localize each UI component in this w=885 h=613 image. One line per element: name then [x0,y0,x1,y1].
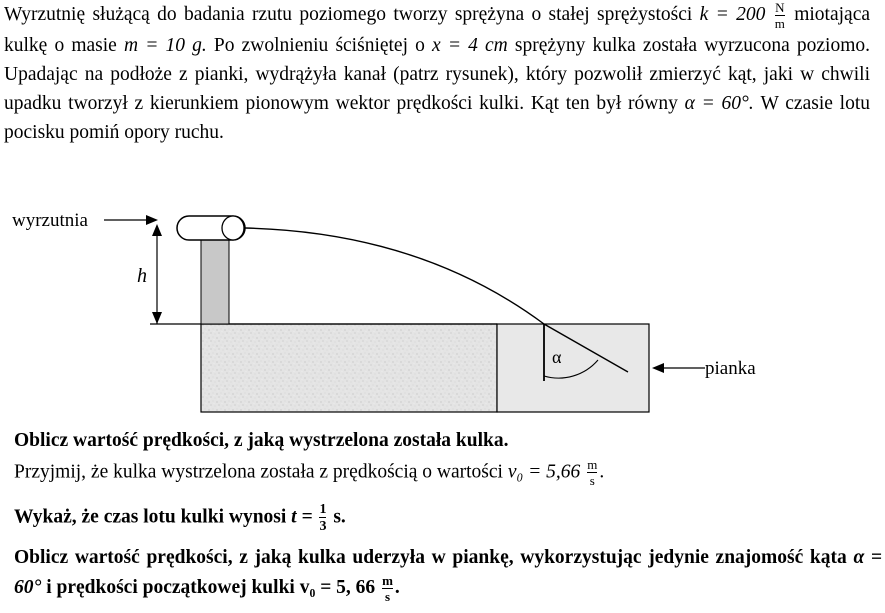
flight-time-fraction [319,502,326,534]
foam-block [497,324,649,412]
projectile-diagram [0,200,885,425]
unit-numerator: m [382,572,393,588]
problem-intro [4,0,870,147]
unit-denominator: s [382,588,393,604]
velocity-unit-bold [382,574,393,604]
spring-constant: k = 200 [699,4,766,25]
velocity-unit [587,458,597,488]
unit-denominator: m [774,15,785,31]
question-4: Oblicz wartość prędkości, z jaką kulka uderzyła w piankę, wykorzystując jedynie znajomość kąta α = 60° i prędkości początkowej kulki v₀ = 5, 66 $\frac{m}{s}$ . [14,547,882,604]
unit-denominator: s [587,472,597,488]
angle-label: α [552,347,562,367]
launcher-label: wyrzutnia [12,210,88,231]
impact-angle: α = 60°. [684,92,754,114]
launcher-post [201,239,229,324]
flight-time-unit: s. [333,506,346,528]
flight-time: t = [291,506,313,528]
spring-constant-unit [775,1,785,31]
ball-mass: m = 10 g. [123,34,207,56]
angle-value: α = 60° [14,547,882,598]
height-label: h [137,265,147,287]
question-3 [14,502,346,534]
question-3-text: Wykaż, że czas lotu kulki wynosi [14,506,287,528]
intro-line2-end: Po zwolnieniu ściśniętej o [213,34,425,56]
unit-numerator: m [587,457,598,472]
compression: x = 4 cm [432,34,508,56]
question-4-mid: i prędkości początkowej kulki [46,577,295,598]
foam-label: pianka [705,358,756,379]
question-2: Przyjmij, że kulka wystrzelona została z prędkością o wartości v₀ = 5,66 $\frac{m}{s}$ . [14,457,605,488]
intro-line3-end: W czasie lotu pocisku pomiń opory ruchu. [4,92,871,143]
intro-line2-tail: sprężyny [514,34,586,56]
fraction-numerator: 1 [319,502,327,517]
fraction-denominator: 3 [319,519,327,534]
intro-line3: kulka została wyrzucona poziomo. Upadając na podłoże z pianki, wydrążyła kanał (patrz rysunek), który pozwolił zmierzyć kąt, jaki w chwili upadku tworzył z kierunkiem pionowym wektor prędkości kulki. Kąt ten był równy [4,34,871,114]
ground-block [201,324,497,412]
question-1: Oblicz wartość prędkości, z jaką wystrzelona została kulka. [14,430,509,451]
intro-line2: miotająca kulkę o masie [4,4,871,56]
initial-velocity: v₀ = 5,66 [507,461,581,483]
question-4-text: Oblicz wartość prędkości, z jaką kulka uderzyła w piankę, wykorzystując jedynie znajomość kąta [14,547,847,568]
intro-line1: Wyrzutnię służącą do badania rzutu poziomego tworzy sprężyna o stałej sprężystości [4,4,693,25]
question-2-text: Przyjmij, że kulka wystrzelona została z prędkością o wartości [14,461,503,483]
unit-numerator: N [775,0,785,15]
initial-velocity-bold: v₀ = 5, 66 [299,577,376,598]
